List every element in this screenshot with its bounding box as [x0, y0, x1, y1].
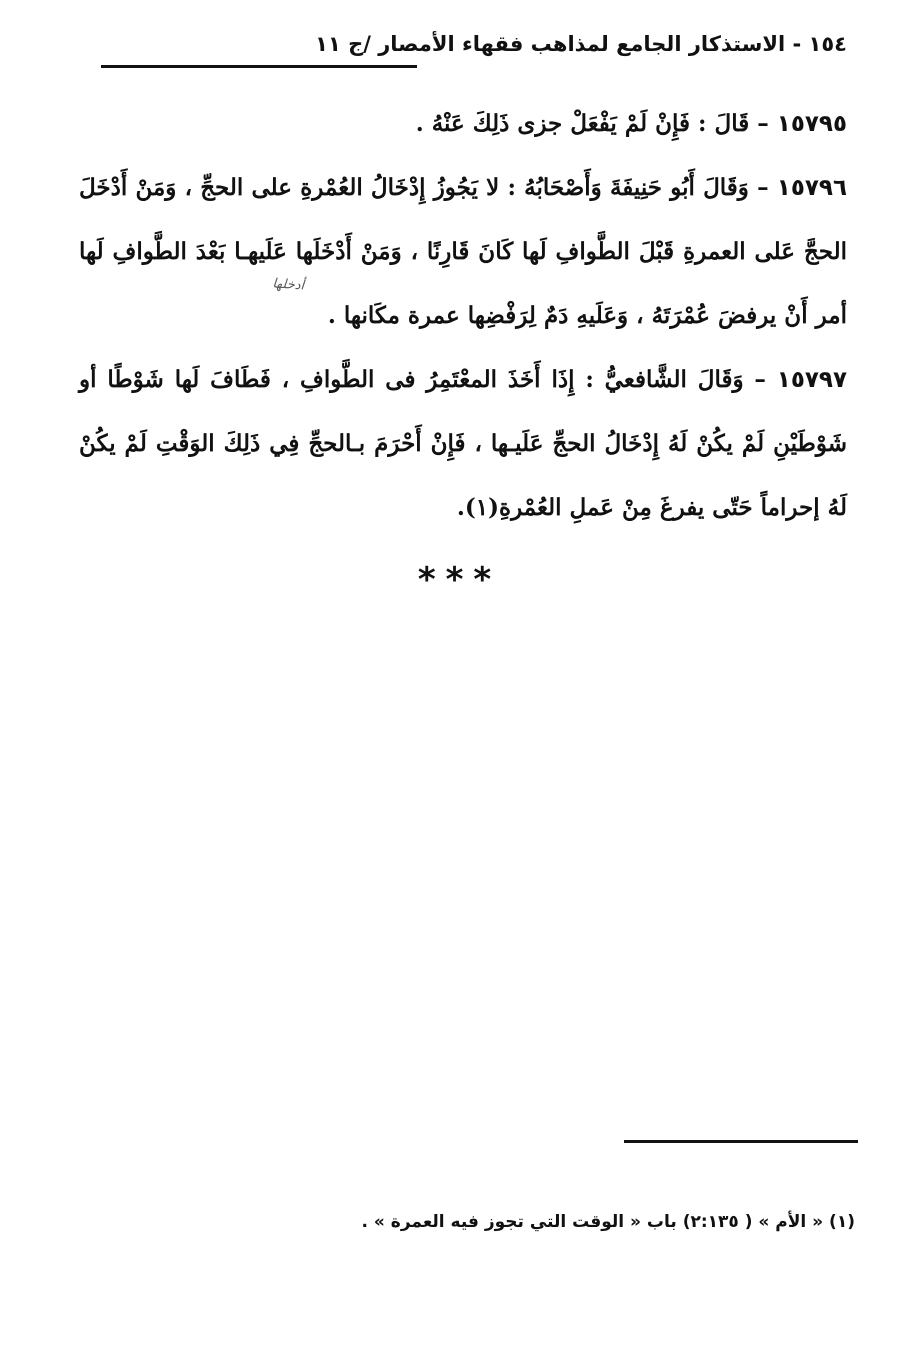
handwritten-margin-note: أدخلها	[271, 276, 305, 294]
paragraph-number: ١٥٧٩٧	[776, 367, 847, 393]
section-divider: ***	[417, 560, 502, 600]
header-rule	[101, 65, 417, 68]
paragraph-text: – وَقَالَ أَبُو حَنِيفَةَ وَأَصْحَابُهُ : لا يَجُوزُ إِدْخَالُ العُمْرةِ على الحجِّ ، وَمَنْ أَدْخَلَ الحجَّ عَلى العمرةِ قَبْلَ الطَّوافِ لَها كَانَ قَارِنًا ، وَمَنْ أَدْخَلَها عَلَيهـا بَعْدَ الطَّوافِ لَها أمر أَنْ يرفضَ عُمْرَتَهُ ، وَعَلَيهِ دَمٌ لِرَفْضِها عمرة مكَانها .	[79, 174, 847, 329]
running-title: ١٥٤ - الاستذكار الجامع لمذاهب فقهاء الأمصار /ج ١١	[315, 32, 847, 56]
footnote-rule	[624, 1140, 858, 1143]
footnote: (١) « الأم » ( ٢:١٣٥) باب « الوقت التي تجوز فيه العمرة » .	[361, 1212, 855, 1232]
paragraph-15797	[79, 348, 847, 540]
paragraph-15795	[79, 92, 847, 156]
paragraph-number: ١٥٧٩٦	[776, 175, 847, 201]
main-text	[79, 92, 847, 540]
paragraph-text: – وَقَالَ الشَّافعيُّ : إِذَا أَخَذَ المعْتَمِرُ فى الطَّوافِ ، فَطَافَ لَها شَوْطًا أو شَوْطَيْنِ لَمْ يكُنْ لَهُ إِدْخَالُ الحجِّ عَلَيـها ، فَإِنْ أَحْرَمَ بـالحجِّ فِي ذَلِكَ الوَقْتِ لَمْ يكُنْ لَهُ إحراماً حَتّى يفرغَ مِنْ عَملِ العُمْرةِ(١).	[79, 366, 847, 521]
paragraph-number: ١٥٧٩٥	[776, 111, 847, 137]
paragraph-text: – قَالَ : فَإِنْ لَمْ يَفْعَلْ جزى ذَلِكَ عَنْهُ .	[415, 110, 769, 137]
page-header	[87, 26, 847, 70]
paragraph-15796	[79, 156, 847, 348]
